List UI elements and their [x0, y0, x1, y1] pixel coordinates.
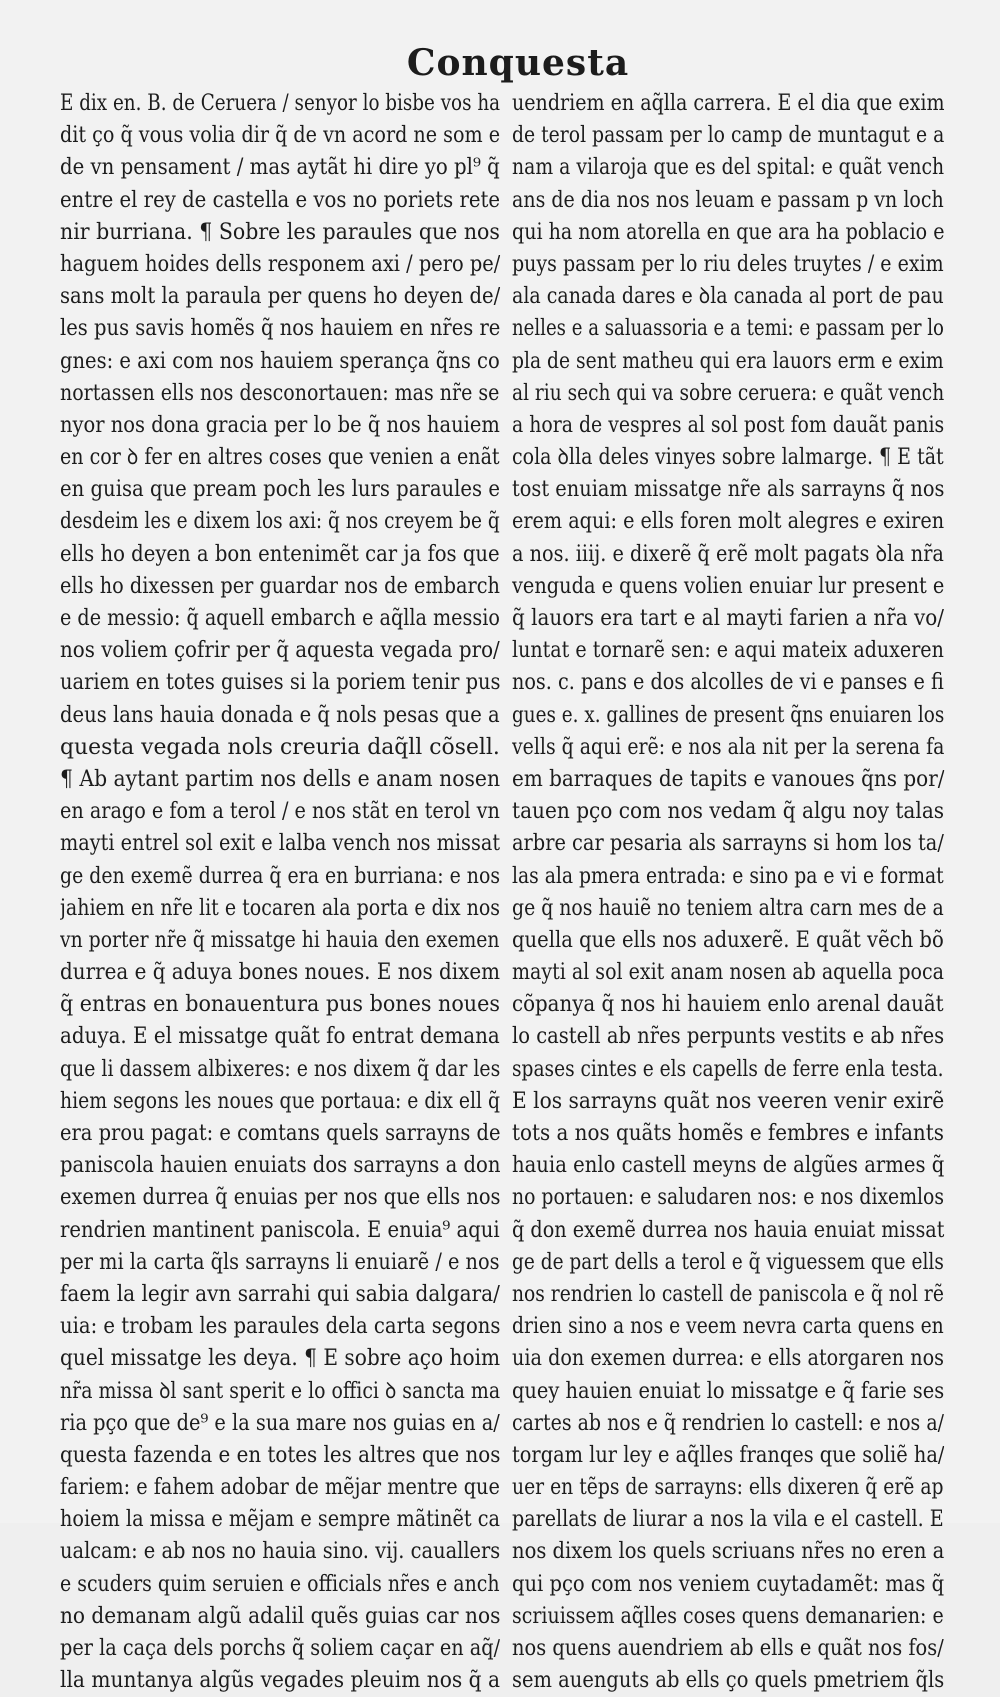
text-line: nos rendrien lo castell de paniscola e q̃ nol rẽ: [512, 1281, 944, 1307]
text-line: tots a nos quãts homẽs e fembres e infants: [512, 1121, 944, 1146]
text-line: q̃ lauors era tart e al mayti farien a nr̃a vo∕: [512, 606, 945, 631]
text-line: faem la legir avn sarrahi qui sabia dalgara∕: [60, 1281, 500, 1307]
text-line: uariem en totes guises si la poriem tenir pus: [60, 670, 501, 696]
text-line: uendriem en aq̃lla carrera. E el dia que exim: [512, 91, 945, 116]
text-line: E los sarrayns quãt nos veeren venir exirẽ: [512, 1088, 944, 1114]
text-line: les pus savis homẽs q̃ nos hauiem en nr̃es re: [60, 316, 500, 342]
text-line: deus lans hauia donada e q̃ nols pesas que a: [60, 702, 500, 728]
text-line: a nos. iiij. e dixerẽ q̃ erẽ molt pagats ꝺla nr̃a: [512, 541, 944, 567]
text-line: drien sino a nos e veem nevra carta quens en: [512, 1314, 944, 1340]
text-line: venguda e quens volien enuiar lur present e: [512, 573, 944, 599]
text-line: en arago e fom a terol / e nos stãt en terol vn: [60, 799, 500, 825]
text-line: hiem segons les noues que portaua: e dix ell q̃: [60, 1088, 501, 1114]
text-line: cõpanya q̃ nos hi hauiem enlo arenal dauãt: [512, 992, 944, 1018]
text-line: rendrien mantinent paniscola. E enuia⁹ aqui: [60, 1217, 500, 1243]
text-line: desdeim les e dixem los axi: q̃ nos creyem be q̃: [60, 509, 500, 535]
text-line: gues e. x. gallines de present q̃ns enuiaren los: [512, 702, 945, 728]
text-line: per mi la carta q̃ls sarrayns li enuiarẽ / e nos: [60, 1249, 500, 1275]
text-line: lo castell ab nr̃es perpunts vestits e ab nr̃es: [512, 1024, 944, 1050]
text-line: uia don exemen durrea: e ells atorgaren nos: [512, 1346, 944, 1372]
text-line: uia: e trobam les paraules dela carta segons: [60, 1314, 501, 1340]
text-line: entre el rey de castella e vos no poriets rete: [60, 187, 500, 213]
text-line: nr̃a missa ꝺl sant sperit e lo offici ꝺ sancta ma: [60, 1378, 500, 1404]
text-line: nyor nos dona gracia per lo be q̃ nos hauiem: [60, 412, 500, 438]
text-line: no demanam algũ adalil quẽs guias car nos: [60, 1603, 501, 1629]
page-title: Conquesta: [406, 42, 630, 84]
text-line: tost enuiam missatge nr̃e als sarrayns q̃ nos: [512, 477, 945, 503]
text-line: en guisa que pream poch les lurs paraules e: [60, 477, 500, 503]
text-line: nos quens auendriem ab ells e quãt nos fos∕: [512, 1636, 944, 1661]
text-line: quey hauien enuiat lo missatge e q̃ farie ses: [512, 1378, 945, 1404]
text-line: nortassen ells nos desconortauen: mas nr̃e se: [60, 380, 500, 406]
text-line: ¶ Ab aytant partim nos dells e anam nosen: [60, 766, 500, 792]
text-line: jahiem en nr̃e lit e tocaren ala porta e dix nos: [60, 895, 500, 921]
right-column: [512, 88, 944, 1697]
text-line: em barraques de tapits e vanoues q̃ns por∕: [512, 766, 945, 792]
text-line: hoiem la missa e mẽjam e sempre mãtinẽt ca: [60, 1507, 501, 1533]
running-head: [0, 42, 1000, 84]
text-line: luntat e tornarẽ sen: e aqui mateix aduxeren: [512, 638, 944, 664]
text-line: uer en tẽps de sarrayns: ells dixeren q̃ erẽ ap: [512, 1475, 944, 1501]
text-line: nos voliem çofrir per q̃ aquesta vegada pro∕: [60, 638, 500, 664]
text-line: parellats de liurar a nos la vila e el castell. E: [512, 1507, 944, 1533]
text-line: no portauen: e saludaren nos: e nos dixemlos: [512, 1185, 944, 1211]
text-line: era prou pagat: e comtans quels sarrayns de: [60, 1121, 501, 1146]
text-line: mayti al sol exit anam nosen ab aquella poca: [512, 960, 944, 986]
text-line: arbre car pesaria als sarrayns si hom los ta∕: [512, 831, 944, 857]
text-line: gnes: e axi com nos hauiem sperança q̃ns co: [60, 348, 500, 374]
text-line: torgam lur ley e aq̃lles franqes que soliẽ ha∕: [512, 1442, 945, 1468]
text-line: nir burriana. ¶ Sobre les paraules que nos: [60, 219, 500, 245]
text-line: ala canada dares e ꝺla canada al port de pau: [512, 284, 944, 310]
text-line: ualcam: e ab nos no hauia sino. vij. cauallers: [60, 1539, 501, 1565]
text-line: nos dixem los quels scriuans nr̃es no eren a: [512, 1539, 944, 1565]
text-line: vells q̃ aqui erẽ: e nos ala nit per la serena fa: [512, 734, 945, 760]
text-line: aduya. E el missatge quãt fo entrat demana: [60, 1024, 500, 1050]
text-line: ans de dia nos nos leuam e passam p vn loch: [512, 187, 944, 213]
text-line: dit ço q̃ vous volia dir q̃ de vn acord ne som e: [60, 123, 501, 149]
text-line: mayti entrel sol exit e lalba vench nos missat: [60, 831, 500, 857]
text-line: ge den exemẽ durrea q̃ era en burriana: e nos: [60, 863, 501, 889]
text-line: en cor ꝺ fer en altres coses que venien a enãt: [60, 445, 500, 471]
text-line: E dix en. B. de Ceruera / senyor lo bisbe vos ha: [60, 91, 500, 116]
text-line: erem aqui: e ells foren molt alegres e exiren: [512, 509, 945, 535]
text-line: questa vegada nols creuria daq̃ll cõsell.: [60, 734, 500, 760]
text-line: per la caça dels porchs q̃ soliem caçar en aq̃∕: [60, 1636, 500, 1661]
text-line: a hora de vespres al sol post fom dauãt panis: [512, 412, 944, 438]
text-line: ells ho dixessen per guardar nos de embarch: [60, 573, 500, 599]
text-line: tauen pço com nos vedam q̃ algu noy talas: [512, 799, 944, 825]
text-line: spases cintes e els capells de ferre enla testa.: [512, 1056, 944, 1082]
text-line: de terol passam per lo camp de muntagut e a: [512, 123, 945, 149]
text-line: haguem hoides dells responem axi / pero pe∕: [60, 251, 501, 277]
text-line: de vn pensament / mas aytãt hi dire yo pl⁹ q̃: [60, 155, 500, 181]
text-line: cartes ab nos e q̃ rendrien lo castell: e nos a∕: [512, 1410, 944, 1436]
text-line: fariem: e fahem adobar de mẽjar mentre que: [60, 1475, 500, 1501]
text-line: quella que ells nos aduxerẽ. E quãt vẽch bõ: [512, 927, 944, 953]
text-line: paniscola hauien enuiats dos sarrayns a don: [60, 1153, 501, 1179]
text-line: que li dassem albixeres: e nos dixem q̃ dar les: [60, 1056, 501, 1082]
text-line: nos. c. pans e dos alcolles de vi e panses e fi: [512, 670, 944, 696]
text-line: hauia enlo castell meyns de algũes armes q̃: [512, 1153, 945, 1179]
text-line: e de messio: q̃ aquell embarch e aq̃lla messio: [60, 606, 500, 631]
text-line: pla de sent matheu qui era lauors erm e exim: [512, 348, 944, 374]
text-line: cola ꝺlla deles vinyes sobre lalmarge. ¶ E tãt: [512, 445, 944, 471]
text-line: ria pço que de⁹ e la sua mare nos guias en a∕: [60, 1410, 500, 1436]
text-line: al riu sech qui va sobre ceruera: e quãt vench: [512, 380, 945, 406]
left-column: [60, 88, 500, 1697]
text-line: las ala pmera entrada: e sino pa e vi e format: [512, 863, 944, 889]
text-line: durrea e q̃ aduya bones noues. E nos dixem: [60, 960, 500, 986]
text-line: ge q̃ nos hauiẽ no teniem altra carn mes de a: [512, 895, 944, 921]
text-line: qui pço com nos veniem cuytadamẽt: mas q̃: [512, 1571, 944, 1597]
text-line: puys passam per lo riu deles truytes / e exim: [512, 251, 944, 277]
text-line: vn porter nr̃e q̃ missatge hi hauia den exemen: [60, 927, 500, 953]
text-line: ells ho deyen a bon entenimẽt car ja fos que: [60, 541, 500, 567]
text-line: e scuders quim seruien e officials nr̃es e anch: [60, 1571, 500, 1597]
text-line: scriuissem aq̃lles coses quens demanarien: e: [512, 1603, 944, 1629]
text-line: nam a vilaroja que es del spital: e quãt vench: [512, 155, 944, 181]
text-line: qui ha nom atorella en que ara ha poblacio e: [512, 219, 945, 245]
text-line: lla muntanya algũs vegades pleuim nos q̃ a: [60, 1668, 501, 1694]
text-line: q̃ don exemẽ durrea nos hauia enuiat missat: [512, 1217, 945, 1243]
text-line: exemen durrea q̃ enuias per nos que ells nos: [60, 1185, 501, 1211]
text-line: questa fazenda e en totes les altres que nos: [60, 1442, 501, 1468]
text-line: q̃ entras en bonauentura pus bones noues: [60, 992, 500, 1018]
text-line: quel missatge les deya. ¶ E sobre aço hoim: [60, 1346, 501, 1372]
text-line: sem auenguts ab ells ço quels pmetriem q̃ls: [512, 1668, 944, 1694]
text-line: nelles e a saluassoria e a temi: e passam per lo: [512, 316, 944, 342]
text-line: sans molt la paraula per quens ho deyen de∕: [60, 284, 501, 310]
text-line: ge de part dells a terol e q̃ viguessem que ells: [512, 1249, 944, 1275]
